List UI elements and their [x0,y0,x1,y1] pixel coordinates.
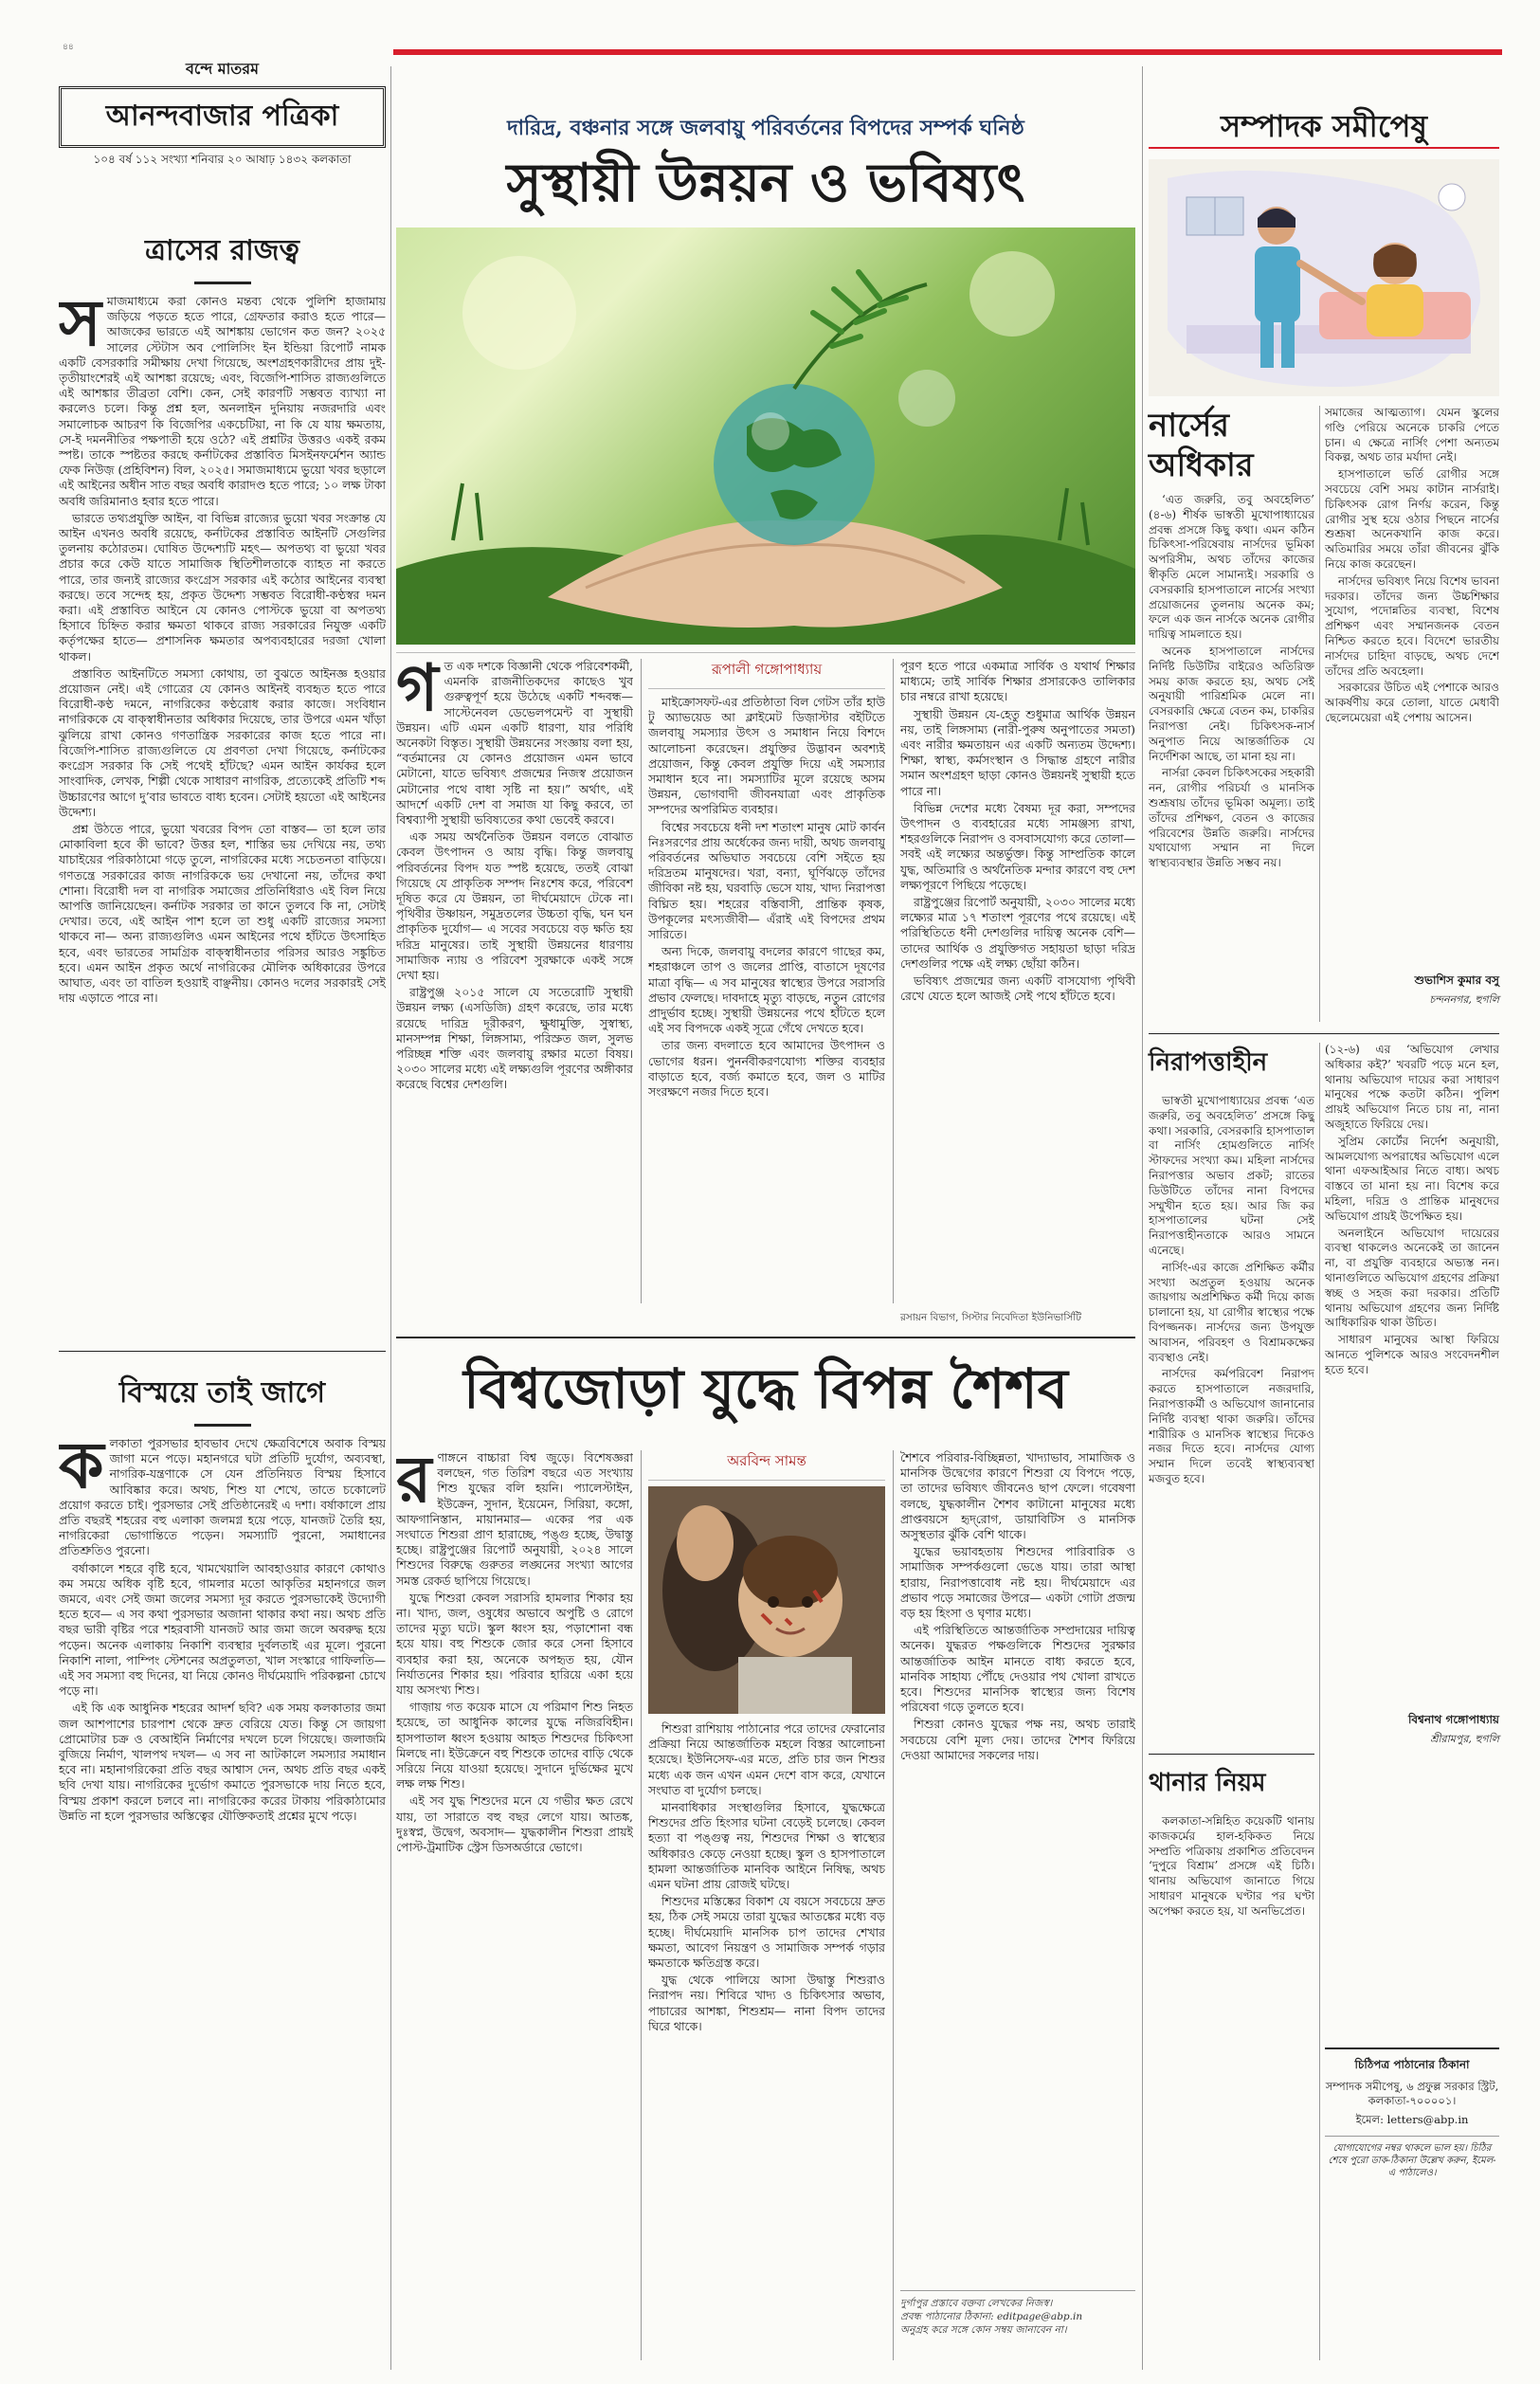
feature-body [648,695,885,1311]
address-footnote: যোগাযোগের নম্বর থাকলে ভাল হয়। চিঠির শেষে পুরো ডাক-ঠিকানা উল্লেখ করুন, ইমেল-এ পাঠালেও। [1328,2143,1496,2178]
paragraph: (১২-৬) এর ‘অভিযোগ লেখার অধিকার কই?’ খবরটি পড়ে মনে হল, থানায় অভিযোগ দায়ের করা সাধারণ মানুষের পক্ষে কতটা কঠিন। পুলিশ প্রায়ই অভিযোগ নিতে চায় না, নানা অজুহাতে ফিরিয়ে দেয়। [1325,1043,1499,1131]
submission-note: অনুগ্রহ করে সঙ্গে কোন সম্বয় জানাবেন না। [900,2324,1067,2336]
paragraph: বিভিন্ন দেশের মধ্যে বৈষম্য দূর করা, সম্পদের উৎপাদন ও ব্যবহারের মধ্যে সামঞ্জস্য রাখা, শহরগুলিকে নিরাপদ ও বসবাসযোগ্য করে তোলা— সবই এই লক্ষ্যের অন্তর্ভুক্ত। কিন্তু সাম্প্রতিক কালে যুদ্ধ, অতিমারি ও অর্থনৈতিক মন্দার কারণে বহু দেশ লক্ষ্যপূরণে পিছিয়ে পড়েছে। [900,800,1135,892]
dropcap: র [396,1450,432,1518]
disclaimer: দুর্গাপুর প্রস্তাবে বক্তব্য লেখকের নিজস্ব। [900,2298,1053,2309]
accent-rule [1149,147,1499,149]
feature-column [396,659,633,1303]
editorial-2 [59,1370,386,2384]
letter-2-continued [1325,1043,1499,1749]
masthead [59,57,386,171]
paragraph: ভাস্বতী মুখোপাধ্যায়ের প্রবন্ধ ‘এত জরুরি, তবু অবহেলিত’ প্রসঙ্গে কিছু কথা। সরকারি, বেসরকারি হাসপাতাল বা নার্সিং হোমগুলিতে নার্সিং স্টাফদের সংখ্যা কম। মহিলা নার্সদের নিরাপত্তার অভাব প্রকট; রাতের ডিউটিতে তাঁদের নানা বিপদের সম্মুখীন হতে হয়। আর জি কর হাসপাতালের ঘটনা সেই নিরাপত্তাহীনতাকে আরও সামনে এনেছে। [1149,1094,1314,1257]
divider [1325,2136,1499,2137]
paragraph: যুদ্ধে শিশুরা কেবল সরাসরি হামলার শিকার হয় না। খাদ্য, জল, ওষুধের অভাবে অপুষ্টি ও রোগে তাদের মৃত্যু ঘটে। স্কুল ধ্বংস হয়, পড়াশোনা বন্ধ হয়ে যায়। বহু শিশুকে জোর করে সেনা হিসাবে ব্যবহার করা হয়, অনেকে অপহৃত হয়, যৌন নির্যাতনের শিকার হয়। পরিবার হারিয়ে একা হয়ে যায় অসংখ্য শিশু। [396,1590,633,1698]
letter-body [1149,493,1314,1024]
paragraph: শৈশবে পরিবার-বিচ্ছিন্নতা, খাদ্যাভাব, সামাজিক ও মানসিক উদ্বেগের কারণে শিশুরা যে বিপদে পড়ে, তা তাদের ভবিষ্যৎ জীবনেও ছাপ ফেলে। গবেষণা বলছে, যুদ্ধকালীন শৈশব কাটানো মানুষের মধ্যে প্রাপ্তবয়সে হৃদ্‌রোগ, ডায়াবিটিস ও মানসিক অসুস্থতার ঝুঁকি বেশি থাকে। [900,1450,1135,1542]
divider [1142,66,1143,2370]
dropcap: গ [396,659,439,726]
divider [396,1337,1135,1338]
divider [900,2290,1135,2291]
paragraph: অনলাইনে অভিযোগ দায়েরের ব্যবস্থা থাকলেও অনেকেই তা জানেন না, বা প্রযুক্তি ব্যবহারে অভ্যস্ত নন। থানাগুলিতে অভিযোগ গ্রহণের প্রক্রিয়া স্বচ্ছ ও সহজ করা দরকার। প্রতিটি থানায় অভিযোগ গ্রহণের জন্য নির্দিষ্ট আধিকারিক থাকা উচিত। [1325,1226,1499,1330]
letter-signature: বিশ্বনাথ গঙ্গোপাধ্যায় [1407,1713,1499,1726]
paragraph: সরকারের উচিত এই পেশাকে আরও আকর্ষণীয় করে তোলা, যাতে মেধাবী ছেলেমেয়েরা এই পেশায় আসেন। [1325,681,1499,724]
author-credit: রসায়ন বিভাগ, সিস্টার নিবেদিতা ইউনিভার্সিটি [900,1312,1082,1323]
paragraph: নার্সদের কর্মপরিবেশ নিরাপদ করতে হাসপাতালে নজরদারি, নিরাপত্তাকর্মী ও অভিযোগ জানানোর নির্দিষ্ট ব্যবস্থা থাকা জরুরি। তাঁদের শারীরিক ও মানসিক স্বাস্থ্যের দিকেও নজর দিতে হবে। নার্সদের যোগ্য সম্মান দিলে তবেই স্বাস্থ্যব্যবস্থা মজবুত হবে। [1149,1367,1314,1485]
divider [893,1450,894,2360]
title-underline [194,1424,251,1427]
letter-place: চন্দননগর, হুগলি [1429,993,1499,1006]
byline: রূপালী গঙ্গোপাধ্যায় [711,661,823,678]
feature-body [900,1450,1135,2284]
paragraph: শিশুদের মস্তিষ্কের বিকাশ যে বয়সে সবচেয়ে দ্রুত হয়, ঠিক সেই সময়ে তারা যুদ্ধের আতঙ্কের মধ্যে বড় হচ্ছে। দীর্ঘমেয়াদি মানসিক চাপ তাদের শেখার ক্ষমতা, আবেগ নিয়ন্ত্রণ ও সামাজিক সম্পর্ক গড়ার ক্ষমতাকে ক্ষতিগ্রস্ত করে। [648,1894,885,1971]
feature-headline: বিশ্বজোড়া যুদ্ধে বিপন্ন শৈশব [463,1356,1068,1421]
masthead-issue: ১০৪ বর্ষ ১১২ সংখ্যা শনিবার ২০ আষাঢ় ১৪৩২ কলকাতা [93,153,352,166]
paragraph: নার্সিং-এর কাজে প্রশিক্ষিত কর্মীর সংখ্যা অপ্রতুল হওয়ায় অনেক জায়গায় অপ্রশিক্ষিত কর্মী দিয়ে কাজ চালানো হয়, যা রোগীর স্বাস্থ্যের পক্ষে বিপজ্জনক। নার্সদের জন্য উপযুক্ত আবাসন, পরিবহণ ও বিশ্রামকক্ষের ব্যবস্থাও নেই। [1149,1260,1314,1364]
paragraph: নার্সরা কেবল চিকিৎসকের সহকারী নন, রোগীর পরিচর্যা ও মানসিক শুশ্রূষায় তাঁদের ভূমিকা অমূল্য। তাই তাঁদের প্রশিক্ষণ, বেতন ও কাজের পরিবেশের উন্নতি জরুরি। নার্সদের যথাযোগ্য সম্মান না দিলে স্বাস্থ্যব্যবস্থার উন্নতি সম্ভব নয়। [1149,766,1314,870]
letters-heading: সম্পাদক সমীপেষু [1220,108,1428,144]
feature-body [396,659,633,1303]
divider [1319,406,1320,1022]
paragraph: কলকাতা-সন্নিহিত কয়েকটি থানায় কাজকর্মের হাল-হকিকত নিয়ে সম্প্রতি পত্রিকায় প্রকাশিত প্রতিবেদন ‘দুপুরে বিশ্রাম’ প্রসঙ্গে এই চিঠি। থানায় অভিযোগ জানাতে গিয়ে সাধারণ মানুষকে ঘণ্টার পর ঘণ্টা অপেক্ষা করতে হয়, যা অনভিপ্রেত। [1149,1814,1314,1918]
paragraph: প্রশ্ন উঠতে পারে, ভুয়ো খবরের বিপদ তো বাস্তব— তা হলে তার মোকাবিলা হবে কী ভাবে? উত্তর হল, শাস্তির ভয় দেখিয়ে নয়, তথ্য যাচাইয়ের পরিকাঠামো গড়ে তুলে, নাগরিকের মধ্যে সচেতনতা বাড়িয়ে। গণতন্ত্রে সরকারের কাজ নাগরিককে ভয় দেখানো নয়, তাঁদের কথা শোনা। বিরোধী দল বা নাগরিক সমাজের প্রতিনিধিরাও এই বিল নিয়ে আপত্তি জানিয়েছেন। কর্নাটক সরকার তা কানে তুলবে কি না, সেটাই দেখার। তবে, এই আইন পাশ হলে তা শুধু একটি রাজ্যের সমস্যা থাকবে না— অন্য রাজ্যগুলিও এমন আইনের পথে হাঁটতে উৎসাহিত হবে, এবং ভারতের সামগ্রিক বাক্‌স্বাধীনতার পরিসর আরও সঙ্কুচিত হবে। এমন আইন প্রকৃত অর্থে নাগরিকের মৌলিক অধিকারের উপরে আঘাত, এবং তা বাতিল হওয়াই বাঞ্ছনীয়। কোনও দলের সরকারই সেই দায় এড়াতে পারে না। [59,821,386,1006]
feature-kicker: দারিদ্র, বঞ্চনার সঙ্গে জলবায়ু পরিবর্তনের বিপদের সম্পর্ক ঘনিষ্ঠ [507,116,1024,140]
submission-email: প্রবন্ধ পাঠানোর ঠিকানা: editpage@abp.in [900,2311,1083,2322]
address-title: চিঠিপত্র পাঠানোর ঠিকানা [1354,2058,1470,2071]
letter-body [1149,1814,1314,2099]
feature-body [648,1721,885,2372]
letter-body [1325,1043,1499,1706]
masthead-motto: বন্দে মাতরম [186,60,259,78]
paragraph: প্রস্তাবিত আইনটিতে সমস্যা কোথায়, তা বুঝতে আইনজ্ঞ হওয়ার প্রয়োজন নেই। এই গোত্রের যে কোনও আইনই ব্যবহৃত হতে পারে বিরোধী-কণ্ঠ দমনে, নাগরিকের কণ্ঠরোধ করার কাজে। সংবিধান নাগরিককে যে বাক্‌স্বাধীনতার অধিকার দিয়েছে, তার উপরে এমন খাঁড়া ঝুলিয়ে রাখা কোনও গণতান্ত্রিক সরকারের কাজ হতে পারে না। বিজেপি-শাসিত রাজ্যগুলিতে যে প্রবণতা দেখা গিয়েছে, কর্নাটকের কংগ্রেস সরকার কি সেই পথেই হাঁটছে? এমন আইন কার্যকর হলে সাংবাদিক, লেখক, শিল্পী থেকে সাধারণ নাগরিক, প্রত্যেকেই প্রতিটি শব্দ উচ্চারণের আগে দু’বার ভাবতে বাধ্য হবেন। সেটাই হয়তো এই আইনের উদ্দেশ্য। [59,665,386,819]
dropcap: ক [59,1436,104,1503]
divider [893,659,894,1303]
feature-body [396,1450,633,2360]
letter-body [1325,406,1499,965]
paragraph: রাষ্ট্রপুঞ্জের রিপোর্ট অনুযায়ী, ২০৩০ সালের মধ্যে লক্ষ্যের মাত্র ১৭ শতাংশ পূরণের পথে রয়েছে। এই পরিস্থিতিতে ধনী দেশগুলির দায়িত্ব অনেক বেশি— তাদের আর্থিক ও প্রযুক্তিগত সহায়তা ছাড়া দরিদ্র দেশগুলির পক্ষে এই লক্ষ্য ছোঁয়া কঠিন। [900,895,1135,971]
child-photo-icon [648,1486,885,1714]
editorial-title: ত্রাসের রাজত্ব [145,234,299,267]
letter-title: নিরাপত্তাহীন [1149,1048,1268,1077]
letter-3 [1149,1763,1314,2099]
feature-photo [396,227,1135,645]
divider [1319,1043,1320,2360]
letter-1-continued [1325,406,1499,1010]
dropcap: স [59,294,101,361]
editorial-title: বিস্ময়ে তাই জাগে [118,1376,326,1410]
paragraph: পূরণ হতে পারে একমাত্র সার্বিক ও যথার্থ শিক্ষার মাধ্যমে; তাই সার্বিক শিক্ষার প্রসারকেও তালিকার চার নম্বরে রাখা হয়েছে। [900,659,1135,704]
letters-email-link[interactable]: ইমেল: letters@abp.in [1355,2113,1469,2126]
divider [648,688,885,689]
paragraph: সমাজের আত্মত্যাগ। যেমন স্কুলের গণ্ডি পেরিয়ে অনেকে চাকরি পেতে চান। এ ক্ষেত্রে নার্সিং পেশা অন্যতম বিকল্প, অথচ তার মর্যাদা নেই। [1325,406,1499,464]
paragraph: ভারতে তথ্যপ্রযুক্তি আইন, বা বিভিন্ন রাজ্যের ভুয়ো খবর সংক্রান্ত যে আইন এখনও অবধি রয়েছে, কর্নাটকের প্রস্তাবিত আইনটি সেগুলির তুলনায় কঠোরতম। ঘোষিত উদ্দেশ্যটি মহৎ— অপতথ্য বা ভুয়ো খবর প্রচার করে কেউ যাতে সামাজিক স্থিতিশীলতাকে ব্যাহত না করতে পারে, তার জন্যই রাজ্যের কংগ্রেস সরকার এই কঠোর আইনের ব্যবস্থা করছে। তবে সন্দেহ হয়, প্রকৃত উদ্দেশ্য সম্ভবত বিরোধী-কণ্ঠস্বর দমন করা। এই প্রস্তাবিত আইনে যে কোনও পোস্টকে ভুয়ো বা অপতথ্য হিসাবে চিহ্নিত করার ক্ষমতা থাকবে রাজ্য সরকারের নিযুক্ত একটি কর্তৃপক্ষের হাতে— প্রশাসনিক ক্ষমতার অপব্যবহারের দরজা খোলা থাকল। [59,510,386,664]
editorial-body [59,294,386,1393]
paragraph: গাজ়ায় গত কয়েক মাসে যে পরিমাণ শিশু নিহত হয়েছে, তা আধুনিক কালের যুদ্ধে নজিরবিহীন। হাসপাতাল ধ্বংস হওয়ায় আহত শিশুদের চিকিৎসা মিলছে না। ইউক্রেনে বহু শিশুকে তাদের বাড়ি থেকে সরিয়ে নিয়ে যাওয়া হয়েছে। সুদানে দুর্ভিক্ষের মুখে লক্ষ লক্ষ শিশু। [396,1700,633,1792]
feature-body [900,659,1135,1284]
letter-title: নার্সের অধিকার [1149,407,1254,484]
paragraph: যুদ্ধ থেকে পালিয়ে আসা উদ্বাস্তু শিশুরাও নিরাপদ নয়। শিবিরে খাদ্য ও চিকিৎসার অভাব, পাচারের আশঙ্কা, শিশুশ্রম— নানা বিপদ তাদের ঘিরে থাকে। [648,1973,885,2033]
feature-photo [648,1486,885,1714]
address-box [1325,2047,1499,2179]
byline: অরবিন্দ সামন্ত [727,1452,806,1469]
letters-illustration [1149,159,1499,396]
paragraph: তার জন্য বদলাতে হবে আমাদের উৎপাদন ও ভোগের ধরন। পুনর্নবীকরণযোগ্য শক্তির ব্যবহার বাড়াতে হবে, বর্জ্য কমাতে হবে, জল ও মাটির সংরক্ষণে নজর দিতে হবে। [648,1038,885,1100]
feature-column [648,659,885,1311]
paragraph: বর্ষাকালে শহরে বৃষ্টি হবে, খামখেয়ালি আবহাওয়ার কারণে কোথাও কম সময়ে অধিক বৃষ্টি হবে, গামলার মতো আকৃতির মহানগরে জল জমবে, এবং সেই জমা জলের সমস্যা দূর করতে পুরসভাকেই উদ্যোগী হতে হবে— এ সব কথা পুরসভার অজানা থাকার কথা নয়। অথচ প্রতি বছর ভারী বৃষ্টির পরে শহরবাসী যানজট আর জমা জলে অবরুদ্ধ হয়ে পড়েন। অনেক এলাকায় নিকাশি ব্যবস্থার দুর্বলতাই এর মূলে। পুরনো নিকাশি নালা, পাম্পিং স্টেশনের অপ্রতুলতা, খাল সংস্কারে গাফিলতি— এই সব সমস্যা বহু দিনের, যা নিয়ে কোনও দীর্ঘমেয়াদি পরিকল্পনা চোখে পড়ে না। [59,1560,386,1699]
paragraph: যুদ্ধের ভয়াবহতায় শিশুদের পারিবারিক ও সামাজিক সম্পর্কগুলো ভেঙে যায়। তারা আস্থা হারায়, নিরাপত্তাবোধ নষ্ট হয়। দীর্ঘমেয়াদে এর প্রভাব পড়ে সমাজের উপরে— একটা গোটা প্রজন্ম বড় হয় হিংসা ও ঘৃণার মধ্যে। [900,1544,1135,1621]
paragraph: এক সময় অর্থনৈতিক উন্নয়ন বলতে বোঝাত কেবল উৎপাদন ও আয় বৃদ্ধি। কিন্তু জলবায়ু পরিবর্তনের বিপদ যত স্পষ্ট হয়েছে, ততই বোঝা গিয়েছে যে প্রাকৃতিক সম্পদ নিঃশেষ করে, পরিবেশ দূষিত করে যে উন্নয়ন, তা দীর্ঘমেয়াদে টেকে না। পৃথিবীর উষ্ণায়ন, সমুদ্রতলের উচ্চতা বৃদ্ধি, ঘন ঘন প্রাকৃতিক দুর্যোগ— এ সবের সবচেয়ে বড় ক্ষতি হয় দরিদ্র মানুষের। তাই সুস্থায়ী উন্নয়নের ধারণায় সামাজিক ন্যায় ও পরিবেশ সুরক্ষাকে একই সঙ্গে দেখা হয়। [396,829,633,983]
feature-column [900,659,1135,1284]
divider [1149,1754,1314,1755]
letter-body [1149,1094,1314,1786]
paragraph: মাইক্রোসফট-এর প্রতিষ্ঠাতা বিল গেটস তাঁর হাউ টু অ্যাভয়েড আ ক্লাইমেট ডিজ়াস্টার বইটিতে জলবায়ু সমস্যার উৎস ও সমাধান নিয়ে বিশদে আলোচনা করেছেন। প্রযুক্তির উদ্ভাবন অবশ্যই প্রয়োজন, কিন্তু কেবল প্রযুক্তি দিয়ে এই সমস্যার সমাধান হবে না। সমস্যাটির মূলে রয়েছে অসম উন্নয়ন, ভোগবাদী জীবনযাত্রা এবং প্রাকৃতিক সম্পদের অপরিমিত ব্যবহার। [648,695,885,817]
letter-2 [1149,1043,1314,1786]
globe-hands-icon [396,227,1135,645]
divider [641,659,642,1303]
editorial-body [59,1436,386,2384]
letter-signature: শুভাশিস কুমার বসু [1414,974,1499,987]
paragraph: এই পরিস্থিতিতে আন্তর্জাতিক সম্প্রদায়ের দায়িত্ব অনেক। যুদ্ধরত পক্ষগুলিকে শিশুদের সুরক্ষার আন্তর্জাতিক আইন মানতে বাধ্য করতে হবে, মানবিক সাহায্য পৌঁছে দেওয়ার পথ খোলা রাখতে হবে। শিশুদের মানসিক স্বাস্থ্যের জন্য বিশেষ পরিষেবা গড়ে তুলতে হবে। [900,1623,1135,1715]
masthead-name: আনন্দবাজার পত্রিকা [59,86,386,148]
feature-headline: সুস্থায়ী উন্নয়ন ও ভবিষ্যৎ [506,152,1025,214]
paragraph: সাধারণ মানুষের আস্থা ফিরিয়ে আনতে পুলিশকে আরও সংবেদনশীল হতে হবে। [1325,1333,1499,1376]
paragraph: মাজমাধ্যমে করা কোনও মন্তব্য থেকে পুলিশি হাজামায় জড়িয়ে পড়তে হতে পারে, গ্রেফতার করাও হতে পারে— আজকের ভারতে এই আশঙ্কায় ভোগেন কত জন? ২০২৫ সালের স্টেটাস অব পোলিসিং ইন ইন্ডিয়া রিপোর্ট নামক একটি বেসরকারি সমীক্ষায় দেখা গিয়েছে, অংশগ্রহণকারীদের প্রায় দুই-তৃতীয়াংশেরই এই আশঙ্কা রয়েছে; এবং, বিজেপি-শাসিত রাজ্যগুলিতে এই আশঙ্কার তীব্রতা বেশি। কেন, সেই কারণটি সম্ভবত ব্যাখ্যা না করলেও চলে। কিন্তু প্রশ্ন হল, অনলাইন দুনিয়ায় নজরদারি এবং সমালোচক আচরণ কি বিজেপির একচেটিয়া, না কি যে যায় ক্ষমতায়, সে-ই দমননীতির পক্ষপাতী হয়ে ওঠে? এই প্রশ্নটির উত্তরও একই রকম স্পষ্ট। তাকে স্পষ্টতর করছে কর্নাটকের প্রস্তাবিত মিসইনফর্মেশন অ্যান্ড ফেক নিউজ় (প্রহিবিশন) বিল, ২০২৫। সমাজমাধ্যমে ভুয়ো খবর ছড়ালে এই আইনের অধীন সাত বছর অবধি কারাদণ্ড হতে পারে; ১০ লক্ষ টাকা অবধি জরিমানাও হবার হতে পারে। [59,294,386,508]
paragraph: এই কি এক আধুনিক শহরের আদর্শ ছবি? এক সময় কলকাতার জমা জল আশপাশের চারপাশ থেকে দ্রুত বেরিয়ে যেত। কিন্তু সে জায়গা প্রোমোটার চক্র ও বেআইনি নির্মাণের দখলে চলে গিয়েছে। জলাজমি বুজিয়ে নির্মাণ, খালপথ দখল— এ সব না আটকালে সমস্যার সমাধান হবে না। মহানাগরিকেরা প্রতি বছর আশ্বাস দেন, অথচ প্রতি বছর একই ছবি দেখা যায়। নাগরিকের দুর্ভোগ কমাতে পুরসভাকে দায় নিতে হবে, বিস্ময় প্রকাশ করলে চলবে না। নাগরিকের করের টাকায় পরিকাঠামোর উন্নতি না হলে পুরসভার অস্তিত্বের যৌক্তিকতাই প্রশ্নের মুখে পড়ে। [59,1701,386,1823]
paragraph: সুপ্রিম কোর্টের নির্দেশ অনুযায়ী, আমলযোগ্য অপরাধের অভিযোগ এলে থানা এফআইআর নিতে বাধ্য। অথচ বাস্তবে তা মানা হয় না। বিশেষ করে মহিলা, দরিদ্র ও প্রান্তিক মানুষদের অভিযোগ প্রায়ই উপেক্ষিত হয়। [1325,1134,1499,1223]
paragraph: অন্য দিকে, জলবায়ু বদলের কারণে গাছের কম, শহরাঞ্চলে তাপ ও জলের প্রাপ্তি, বাতাসে দূষণের মাত্রা বৃদ্ধি— এ সব মানুষের স্বাস্থ্যের উপরে সরাসরি প্রভাব ফেলছে। দাবদাহে মৃত্যু বাড়ছে, নতুন রোগের প্রাদুর্ভাব হচ্ছে। সুস্থায়ী উন্নয়নের পথে হাঁটতে হলে এই সব বিপদকে একই সূত্রে গেঁথে দেখতে হবে। [648,944,885,1036]
paragraph: ভবিষ্যৎ প্রজন্মের জন্য একটি বাসযোগ্য পৃথিবী রেখে যেতে হলে আজই সেই পথে হাঁটতে হবে। [900,974,1135,1004]
paragraph: শিশুরা রাশিয়ায় পাঠানোর পরে তাদের ফেরানোর প্রক্রিয়া নিয়ে আন্তর্জাতিক মহলে বিস্তর আলোচনা হয়েছে। ইউনিসেফ-এর মতে, প্রতি চার জন শিশুর মধ্যে এক জন এখন এমন দেশে বাস করে, যেখানে সংঘাত বা দুর্যোগ চলছে। [648,1721,885,1797]
letter-title: থানার নিয়ম [1149,1769,1266,1797]
divider [396,652,1135,653]
paragraph: নার্সদের ভবিষ্যৎ নিয়ে বিশেষ ভাবনা দরকার। তাঁদের জন্য উচ্চশিক্ষার সুযোগ, পদোন্নতির ব্যবস্থা, বিশেষ প্রশিক্ষণ এবং সম্মানজনক বেতন নিশ্চিত করতে হবে। বিদেশে ভারতীয় নার্সদের চাহিদা বাড়ছে, অথচ দেশে তাঁদের প্রতি অবহেলা। [1325,573,1499,678]
paragraph: রাষ্ট্রপুঞ্জ ২০১৫ সালে যে সতেরোটি সুস্থায়ী উন্নয়ন লক্ষ্য (এসডিজি) গ্রহণ করেছে, তার মধ্যে রয়েছে দারিদ্র দূরীকরণ, ক্ষুধামুক্তি, সুস্বাস্থ্য, মানসম্পন্ন শিক্ষা, লিঙ্গসাম্য, পরিস্রুত জল, সুলভ পরিচ্ছন্ন শক্তি এবং জলবায়ু রক্ষার মতো বিষয়। ২০৩০ সালের মধ্যে এই লক্ষ্যগুলি পূরণের অঙ্গীকার করেছে বিশ্বের দেশগুলি। [396,985,633,1092]
feature-column [900,1450,1135,2337]
title-underline [194,282,251,284]
paragraph: বিশ্বের সবচেয়ে ধনী দশ শতাংশ মানুষ মোট কার্বন নিঃসরণের প্রায় অর্ধেকের জন্য দায়ী, অথচ জলবায়ু পরিবর্তনের অভিঘাত সবচেয়ে বেশি সইতে হয় দরিদ্রতম মানুষদের। খরা, বন্যা, ঘূর্ণিঝড়ে তাঁদের জীবিকা নষ্ট হয়, ঘরবাড়ি ভেসে যায়, খাদ্য নিরাপত্তা বিঘ্নিত হয়। শহরের বস্তিবাসী, প্রান্তিক কৃষক, উপকূলের মৎস্যজীবী— এঁরাই এই বিপদের প্রথম সারিতে। [648,819,885,942]
divider [59,1351,386,1352]
divider [648,1480,885,1481]
editorial-1 [59,227,386,1393]
paragraph: হাসপাতালে ভর্তি রোগীর সঙ্গে সবচেয়ে বেশি সময় কাটান নার্সরাই। চিকিৎসক রোগ নির্ণয় করেন, কিন্তু রোগীর সুস্থ হয়ে ওঠার পিছনে নার্সের শুশ্রূষা অনেকখানি কাজ করে। অতিমারির সময়ে তাঁরা জীবনের ঝুঁকি নিয়ে কাজ করেছেন। [1325,467,1499,571]
feature-column [396,1450,633,2360]
address-text: সম্পাদক সমীপেষু, ৬ প্রফুল্ল সরকার স্ট্রিট, কলকাতা-৭০০০০১। [1325,2080,1499,2107]
folio: ৪৪ [63,43,74,52]
paragraph: শিশুরা কোনও যুদ্ধের পক্ষ নয়, অথচ তারাই সবচেয়ে বেশি মূল্য দেয়। তাদের শৈশব ফিরিয়ে দেওয়া আমাদের সকলের দায়। [900,1717,1135,1762]
paragraph: ত এক দশকে বিজ্ঞানী থেকে পরিবেশকর্মী, এমনকি রাজনীতিকদের কাছেও খুব গুরুত্বপূর্ণ হয়ে উঠেছে একটি শব্দবন্ধ— সাস্টেনেবল ডেভেলপমেন্ট বা সুস্থায়ী উন্নয়ন। এটি এমন একটি ধারণা, যার পরিধি অনেকটা বিস্তৃত। সুস্থায়ী উন্নয়নের সংজ্ঞায় বলা হয়, “বর্তমানের যে কোনও প্রয়োজন এমন ভাবে মেটানো, যাতে ভবিষ্যৎ প্রজন্মের নিজস্ব প্রয়োজন মেটানোর পথে বাধা সৃষ্টি না হয়।” অর্থাৎ, এই আদর্শে একটি দেশ বা সমাজ যা কিছু করবে, তা বিশ্বব্যাপী সুস্থায়ী ভবিষ্যতের কথা ভেবেই করবে। [396,659,633,828]
paragraph: অনেক হাসপাতালে নার্সদের নির্দিষ্ট ডিউটির বাইরেও অতিরিক্ত সময় কাজ করতে হয়, অথচ সেই অনুযায়ী পারিশ্রমিক মেলে না। বেসরকারি ক্ষেত্রে বেতন কম, চাকরির নিরাপত্তা নেই। চিকিৎসক-নার্স অনুপাত নিয়ে আন্তর্জাতিক যে নির্দেশিকা আছে, তা মানা হয় না। [1149,644,1314,763]
letter-place: শ্রীরামপুর, হুগলি [1430,1733,1499,1745]
paragraph: মানবাধিকার সংস্থাগুলির হিসাবে, যুদ্ধক্ষেত্রে শিশুদের প্রতি হিংসার ঘটনা বেড়েই চলেছে। কেবল হত্যা বা পঙ্গুত্ব নয়, শিশুদের শিক্ষা ও স্বাস্থ্যের অধিকারও কেড়ে নেওয়া হচ্ছে। স্কুল ও হাসপাতালে হামলা আন্তর্জাতিক মানবিক আইনে নিষিদ্ধ, অথচ এমন ঘটনা প্রায় রোজই ঘটছে। [648,1800,885,1892]
feature-column [648,1450,885,2372]
divider [1149,1033,1499,1034]
paragraph: লকাতা পুরসভার হাবভাব দেখে ক্ষেত্রবিশেষে অবাক বিস্ময় জাগা মনে পড়ে। মহানগরে ঘটা প্রতিটি দুর্যোগ, অব্যবস্থা, নাগরিক-যন্ত্রণাকে সে যেন প্রতিনিয়ত বিস্ময় হিসাবে আবিষ্কার করে। অথচ, শিশু যা শেখে, তাতে চকোলেট প্রয়োগ করতে চাই। পুরসভার সেই প্রতিষ্ঠানেরই এ দশা। বর্ষাকালে প্রায় প্রতি বছরই শহরের বহু এলাকা জলমগ্ন হয়ে পড়ে, যানজট তৈরি হয়, নাগরিকেরা ভোগান্তিতে পড়েন। সমস্যাটি পুরনো, সমাধানের প্রতিশ্রুতিও পুরনো। [59,1436,386,1558]
letter-1 [1149,406,1314,1024]
paragraph: ণাঙ্গনে বাচ্চারা বিশ্ব জুড়ে। বিশেষজ্ঞরা বলছেন, গত তিরিশ বছরে এত সংখ্যায় শিশু যুদ্ধের বলি হয়নি। প্যালেস্টাইন, ইউক্রেন, সুদান, ইয়েমেন, সিরিয়া, কঙ্গো, আফগানিস্তান, মায়ানমার— একের পর এক সংঘাতে শিশুরা প্রাণ হারাচ্ছে, পঙ্গু হচ্ছে, উদ্বাস্তু হচ্ছে। রাষ্ট্রপুঞ্জের রিপোর্ট অনুযায়ী, ২০২৪ সালে শিশুদের বিরুদ্ধে গুরুতর লঙ্ঘনের সংখ্যা আগের সমস্ত রেকর্ড ছাপিয়ে গিয়েছে। [396,1450,633,1588]
divider [390,66,391,2370]
paragraph: সুস্থায়ী উন্নয়ন যে-হেতু শুধুমাত্র আর্থিক উন্নয়ন নয়, তাই লিঙ্গসাম্য (নারী-পুরুষ অনুপাতের সমতা) এবং নারীর ক্ষমতায়ন এর একটি অন্যতম উদ্দেশ্য। শিক্ষা, স্বাস্থ্য, কর্মসংস্থান ও সিদ্ধান্ত গ্রহণে নারীর সমান অংশগ্রহণ ছাড়া কোনও উন্নয়নই সুস্থায়ী হতে পারে না। [900,706,1135,798]
paragraph: এই সব যুদ্ধ শিশুদের মনে যে গভীর ক্ষত রেখে যায়, তা সারাতে বহু বছর লেগে যায়। আতঙ্ক, দুঃস্বপ্ন, উদ্বেগ, অবসাদ— যুদ্ধকালীন শিশুরা প্রায়ই পোস্ট-ট্রমাটিক স্ট্রেস ডিসঅর্ডারে ভোগে। [396,1793,633,1855]
accent-bar [393,49,1502,55]
paragraph: ‘এত জরুরি, তবু অবহেলিত’ (৪-৬) শীর্ষক ভাস্বতী মুখোপাধ্যায়ের প্রবন্ধ প্রসঙ্গে কিছু কথা। এমন কঠিন চিকিৎসা-পরিষেবায় নার্সদের ভূমিকা অপরিসীম, অথচ তাঁদের কাজের স্বীকৃতি মেলে সামান্যই। সরকারি ও বেসরকারি হাসপাতালে নার্সের সংখ্যা প্রয়োজনের তুলনায় অনেক কম; ফলে এক জন নার্সকে অনেক রোগীর দায়িত্ব সামলাতে হয়। [1149,493,1314,642]
nurse-patient-icon [1149,159,1499,396]
divider [641,1450,642,2360]
